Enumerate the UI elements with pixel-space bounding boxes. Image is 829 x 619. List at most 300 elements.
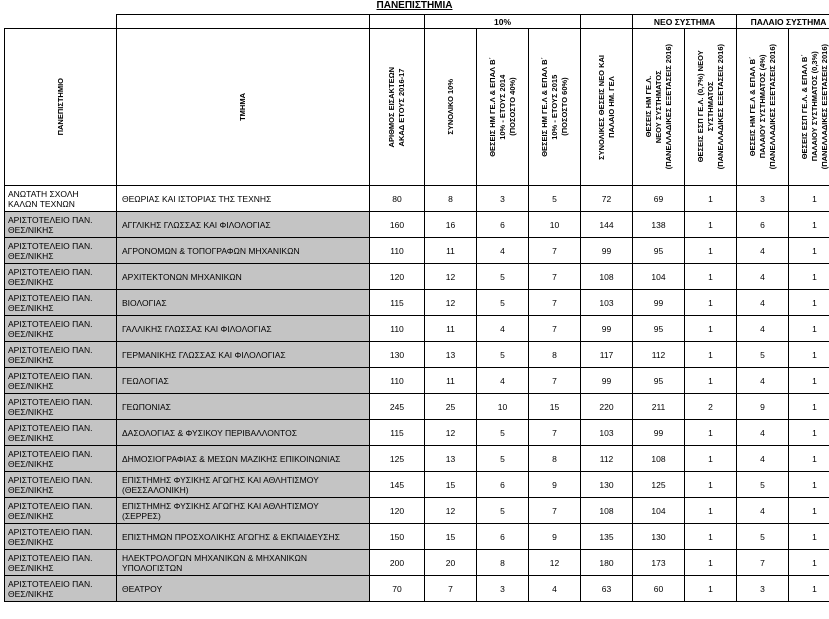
university-line: ΚΑΛΩΝ ΤΕΧΝΩΝ — [8, 198, 75, 209]
column-header — [685, 29, 737, 186]
value-cell: 220 — [581, 394, 633, 420]
column-header-line: ΘΕΣΕΙΣ ΕΣΠ ΓΕ.Λ. (0,7%) ΝΕΟΥ — [695, 51, 705, 163]
value-cell: 4 — [737, 498, 789, 524]
department-line: ΥΠΟΛΟΓΙΣΤΩΝ — [122, 562, 183, 573]
university-cell — [5, 446, 117, 472]
university-cell — [5, 550, 117, 576]
department-line: ΑΓΡΟΝΟΜΩΝ & ΤΟΠΟΓΡΑΦΩΝ ΜΗΧΑΝΙΚΩΝ — [122, 245, 300, 256]
column-header-wrap — [425, 29, 476, 185]
value-cell: 1 — [685, 524, 737, 550]
value-cell: 1 — [685, 316, 737, 342]
group-header-old-system: ΠΑΛΑΙΟ ΣΥΣΤΗΜΑ — [737, 15, 829, 29]
value-cell: 4 — [477, 368, 529, 394]
value-cell: 9 — [737, 394, 789, 420]
department-line: ΑΓΓΛΙΚΗΣ ΓΛΩΣΣΑΣ ΚΑΙ ΦΙΛΟΛΟΓΙΑΣ — [122, 219, 271, 230]
value-cell: 6 — [477, 212, 529, 238]
value-cell: 1 — [685, 342, 737, 368]
university-cell — [5, 524, 117, 550]
column-header-wrap — [529, 29, 580, 185]
department-cell — [117, 238, 370, 264]
column-header — [425, 29, 477, 186]
column-header-line: ΣΥΝΟΛΙΚΟ 10% — [445, 79, 455, 135]
column-header — [633, 29, 685, 186]
value-cell: 1 — [685, 212, 737, 238]
column-header-line: ΑΡΙΘΜΟΣ ΕΙΣΑΚΤΕΩΝ — [387, 66, 396, 148]
value-cell: 130 — [581, 472, 633, 498]
column-header-wrap — [737, 29, 788, 185]
column-header — [477, 29, 529, 186]
university-line: ΘΕΣ/ΝΙΚΗΣ — [8, 328, 54, 339]
university-line: ΘΕΣ/ΝΙΚΗΣ — [8, 510, 54, 521]
group-header-10pct: 10% — [425, 15, 581, 29]
value-cell: 5 — [737, 342, 789, 368]
column-header-line: ΘΕΣΕΙΣ ΗΜ ΓΕ.Λ & ΕΠΑΛ Β΄ — [487, 57, 497, 157]
value-cell: 70 — [370, 576, 425, 602]
value-cell: 5 — [477, 420, 529, 446]
blank-cell — [581, 15, 633, 29]
value-cell: 99 — [581, 368, 633, 394]
department-cell — [117, 290, 370, 316]
column-header-wrap — [370, 29, 424, 185]
value-cell: 1 — [685, 420, 737, 446]
value-cell: 5 — [529, 186, 581, 212]
value-cell: 117 — [581, 342, 633, 368]
table-row — [5, 394, 829, 420]
column-header-line: ΣΥΣΤΗΜΑΤΟΣ — [705, 82, 715, 132]
value-cell: 145 — [370, 472, 425, 498]
value-cell: 3 — [737, 186, 789, 212]
university-line: ΑΡΙΣΤΟΤΕΛΕΙΟ ΠΑΝ. — [8, 292, 93, 303]
department-cell — [117, 576, 370, 602]
university-line: ΑΡΙΣΤΟΤΕΛΕΙΟ ΠΑΝ. — [8, 422, 93, 433]
column-header-line: ΠΑΛΑΙΟ ΗΜ. ΓΕΛ — [606, 76, 616, 138]
value-cell: 110 — [370, 368, 425, 394]
value-cell: 15 — [425, 472, 477, 498]
value-cell: 4 — [737, 420, 789, 446]
column-header-line: ΠΑΛΑΙΟΥ ΣΥΣΤΗΜΑΤΟΣ (0,3%) — [809, 51, 819, 163]
department-cell — [117, 368, 370, 394]
value-cell: 7 — [737, 550, 789, 576]
university-cell — [5, 238, 117, 264]
value-cell: 103 — [581, 290, 633, 316]
column-header-wrap — [117, 29, 369, 185]
value-cell: 7 — [529, 290, 581, 316]
value-cell: 12 — [425, 498, 477, 524]
value-cell: 1 — [789, 290, 829, 316]
table-row — [5, 576, 829, 602]
table-row — [5, 290, 829, 316]
value-cell: 1 — [789, 342, 829, 368]
value-cell: 150 — [370, 524, 425, 550]
value-cell: 3 — [737, 576, 789, 602]
university-line: ΘΕΣ/ΝΙΚΗΣ — [8, 250, 54, 261]
table-row — [5, 524, 829, 550]
column-header-line: ΘΕΣΕΙΣ ΗΜ ΓΕ.Λ & ΕΠΑΛ Β΄ — [747, 57, 757, 157]
value-cell: 12 — [425, 420, 477, 446]
column-header-line: ΘΕΣΕΙΣ ΗΜ ΓΕ.Λ & ΕΠΑΛ Β΄ — [539, 57, 549, 157]
value-cell: 1 — [685, 368, 737, 394]
value-cell: 4 — [529, 576, 581, 602]
column-header-text — [597, 55, 617, 160]
value-cell: 1 — [685, 550, 737, 576]
department-line: (ΣΕΡΡΕΣ) — [122, 510, 161, 521]
university-cell — [5, 316, 117, 342]
value-cell: 15 — [425, 524, 477, 550]
column-header-line: (ΠΟΣΟΣΤΟ 40%) — [507, 77, 517, 137]
column-header-text — [644, 44, 674, 169]
university-line: ΘΕΣ/ΝΙΚΗΣ — [8, 354, 54, 365]
value-cell: 7 — [529, 238, 581, 264]
value-cell: 104 — [633, 498, 685, 524]
university-line: ΑΡΙΣΤΟΤΕΛΕΙΟ ΠΑΝ. — [8, 500, 93, 511]
university-line: ΘΕΣ/ΝΙΚΗΣ — [8, 380, 54, 391]
value-cell: 120 — [370, 498, 425, 524]
value-cell: 245 — [370, 394, 425, 420]
value-cell: 7 — [529, 498, 581, 524]
university-line: ΑΡΙΣΤΟΤΕΛΕΙΟ ΠΑΝ. — [8, 396, 93, 407]
value-cell: 1 — [685, 498, 737, 524]
department-cell — [117, 186, 370, 212]
value-cell: 200 — [370, 550, 425, 576]
university-line: ΑΡΙΣΤΟΤΕΛΕΙΟ ΠΑΝ. — [8, 578, 93, 589]
blank-cell — [117, 15, 370, 29]
department-line: ΗΛΕΚΤΡΟΛΟΓΩΝ ΜΗΧΑΝΙΚΩΝ & ΜΗΧΑΝΙΚΩΝ — [122, 552, 307, 563]
value-cell: 5 — [737, 524, 789, 550]
column-header — [529, 29, 581, 186]
university-cell — [5, 472, 117, 498]
value-cell: 15 — [529, 394, 581, 420]
value-cell: 1 — [789, 238, 829, 264]
university-cell — [5, 498, 117, 524]
value-cell: 3 — [477, 186, 529, 212]
value-cell: 115 — [370, 290, 425, 316]
department-cell — [117, 550, 370, 576]
university-line: ΑΡΙΣΤΟΤΕΛΕΙΟ ΠΑΝ. — [8, 448, 93, 459]
value-cell: 12 — [425, 264, 477, 290]
value-cell: 80 — [370, 186, 425, 212]
department-cell — [117, 472, 370, 498]
university-line: ΘΕΣ/ΝΙΚΗΣ — [8, 562, 54, 573]
value-cell: 7 — [529, 264, 581, 290]
value-cell: 11 — [425, 238, 477, 264]
column-header-text — [800, 44, 829, 169]
value-cell: 8 — [477, 550, 529, 576]
column-header-line: 10% - ΕΤΟΥΣ 2014 — [497, 74, 507, 140]
column-header — [117, 29, 370, 186]
value-cell: 112 — [581, 446, 633, 472]
value-cell: 125 — [633, 472, 685, 498]
department-line: ΓΕΩΛΟΓΙΑΣ — [122, 375, 169, 386]
value-cell: 9 — [529, 472, 581, 498]
value-cell: 1 — [789, 550, 829, 576]
value-cell: 12 — [425, 290, 477, 316]
value-cell: 125 — [370, 446, 425, 472]
value-cell: 1 — [685, 290, 737, 316]
value-cell: 1 — [789, 576, 829, 602]
value-cell: 5 — [737, 472, 789, 498]
university-line: ΘΕΣ/ΝΙΚΗΣ — [8, 458, 54, 469]
department-line: ΕΠΙΣΤΗΜΗΣ ΦΥΣΙΚΗΣ ΑΓΩΓΗΣ ΚΑΙ ΑΘΛΗΤΙΣΜΟΥ — [122, 500, 319, 511]
value-cell: 120 — [370, 264, 425, 290]
university-cell — [5, 420, 117, 446]
university-cell — [5, 394, 117, 420]
department-cell — [117, 446, 370, 472]
value-cell: 20 — [425, 550, 477, 576]
table-row — [5, 472, 829, 498]
department-line: ΓΕΩΠΟΝΙΑΣ — [122, 401, 171, 412]
value-cell: 144 — [581, 212, 633, 238]
value-cell: 63 — [581, 576, 633, 602]
value-cell: 7 — [425, 576, 477, 602]
blank-cell — [5, 15, 117, 29]
value-cell: 103 — [581, 420, 633, 446]
department-line: ΓΕΡΜΑΝΙΚΗΣ ΓΛΩΣΣΑΣ ΚΑΙ ΦΙΛΟΛΟΓΙΑΣ — [122, 349, 286, 360]
value-cell: 6 — [477, 524, 529, 550]
value-cell: 1 — [685, 264, 737, 290]
department-line: ΑΡΧΙΤΕΚΤΟΝΩΝ ΜΗΧΑΝΙΚΩΝ — [122, 271, 242, 282]
column-header-wrap — [633, 29, 684, 185]
university-cell — [5, 186, 117, 212]
department-cell — [117, 264, 370, 290]
column-header-text — [540, 57, 570, 157]
column-header — [789, 29, 829, 186]
university-cell — [5, 290, 117, 316]
value-cell: 4 — [737, 264, 789, 290]
value-cell: 95 — [633, 316, 685, 342]
value-cell: 60 — [633, 576, 685, 602]
value-cell: 95 — [633, 238, 685, 264]
department-line: ΔΑΣΟΛΟΓΙΑΣ & ΦΥΣΙΚΟΥ ΠΕΡΙΒΑΛΛΟΝΤΟΣ — [122, 427, 297, 438]
table-row — [5, 550, 829, 576]
value-cell: 1 — [789, 394, 829, 420]
value-cell: 211 — [633, 394, 685, 420]
value-cell: 7 — [529, 316, 581, 342]
value-cell: 1 — [685, 238, 737, 264]
value-cell: 1 — [789, 472, 829, 498]
column-header-text — [387, 67, 407, 147]
university-cell — [5, 342, 117, 368]
value-cell: 1 — [685, 472, 737, 498]
column-header — [370, 29, 425, 186]
column-header-wrap — [789, 29, 829, 185]
column-header — [581, 29, 633, 186]
value-cell: 72 — [581, 186, 633, 212]
university-line: ΑΝΩΤΑΤΗ ΣΧΟΛΗ — [8, 188, 79, 199]
column-header-line: ΣΥΝΟΛΙΚΕΣ ΘΕΣΕΙΣ ΝΕΟ ΚΑΙ — [596, 54, 606, 160]
value-cell: 110 — [370, 316, 425, 342]
value-cell: 7 — [529, 368, 581, 394]
department-cell — [117, 524, 370, 550]
value-cell: 108 — [581, 264, 633, 290]
value-cell: 95 — [633, 368, 685, 394]
table-row — [5, 316, 829, 342]
value-cell: 99 — [633, 290, 685, 316]
column-header-wrap — [477, 29, 528, 185]
university-line: ΑΡΙΣΤΟΤΕΛΕΙΟ ΠΑΝ. — [8, 266, 93, 277]
department-line: ΓΑΛΛΙΚΗΣ ΓΛΩΣΣΑΣ ΚΑΙ ΦΙΛΟΛΟΓΙΑΣ — [122, 323, 272, 334]
value-cell: 5 — [477, 342, 529, 368]
value-cell: 5 — [477, 290, 529, 316]
column-header-text — [238, 93, 248, 121]
university-line: ΑΡΙΣΤΟΤΕΛΕΙΟ ΠΑΝ. — [8, 552, 93, 563]
university-line: ΑΡΙΣΤΟΤΕΛΕΙΟ ΠΑΝ. — [8, 214, 93, 225]
value-cell: 7 — [529, 420, 581, 446]
value-cell: 1 — [789, 420, 829, 446]
value-cell: 69 — [633, 186, 685, 212]
university-line: ΑΡΙΣΤΟΤΕΛΕΙΟ ΠΑΝ. — [8, 526, 93, 537]
column-header-line: (ΠΑΝΕΛΛΑΔΙΚΕΣ ΕΞΕΤΑΣΕΙΣ 2016) — [715, 44, 725, 170]
university-line: ΑΡΙΣΤΟΤΕΛΕΙΟ ΠΑΝ. — [8, 370, 93, 381]
value-cell: 110 — [370, 238, 425, 264]
value-cell: 12 — [529, 550, 581, 576]
table-row — [5, 264, 829, 290]
value-cell: 2 — [685, 394, 737, 420]
department-line: ΔΗΜΟΣΙΟΓΡΑΦΙΑΣ & ΜΕΣΩΝ ΜΑΖΙΚΗΣ ΕΠΙΚΟΙΝΩΝΙΑΣ — [122, 453, 341, 464]
value-cell: 5 — [477, 264, 529, 290]
group-header-row — [5, 15, 829, 29]
column-header-text — [488, 57, 518, 157]
department-cell — [117, 316, 370, 342]
value-cell: 108 — [633, 446, 685, 472]
column-header-line: ΤΜΗΜΑ — [238, 93, 247, 121]
university-line: ΑΡΙΣΤΟΤΕΛΕΙΟ ΠΑΝ. — [8, 240, 93, 251]
column-header-wrap — [581, 29, 632, 185]
page-title: ΠΑΝΕΠΙΣΤΗΜΙΑ — [376, 0, 453, 11]
blank-cell — [370, 15, 425, 29]
column-header-text — [696, 44, 726, 169]
university-cell — [5, 368, 117, 394]
value-cell: 1 — [685, 186, 737, 212]
value-cell: 4 — [477, 238, 529, 264]
value-cell: 138 — [633, 212, 685, 238]
value-cell: 4 — [477, 316, 529, 342]
column-header — [737, 29, 789, 186]
value-cell: 8 — [425, 186, 477, 212]
column-header-line: ΘΕΣΕΙΣ ΕΣΠ ΓΕ.Λ. & ΕΠΑΛ Β΄ — [799, 54, 809, 160]
value-cell: 130 — [633, 524, 685, 550]
column-header-line: ΠΑΝΕΠΙΣΤΗΜΙΟ — [55, 78, 65, 136]
group-header-new-system: ΝΕΟ ΣΥΣΤΗΜΑ — [633, 15, 737, 29]
value-cell: 1 — [789, 446, 829, 472]
value-cell: 4 — [737, 446, 789, 472]
column-header-line: (ΠΟΣΟΣΤΟ 60%) — [559, 77, 569, 137]
value-cell: 1 — [685, 446, 737, 472]
value-cell: 25 — [425, 394, 477, 420]
university-line: ΘΕΣ/ΝΙΚΗΣ — [8, 484, 54, 495]
column-header-text — [56, 78, 66, 135]
value-cell: 1 — [789, 498, 829, 524]
value-cell: 4 — [737, 368, 789, 394]
value-cell: 173 — [633, 550, 685, 576]
department-line: ΒΙΟΛΟΓΙΑΣ — [122, 297, 167, 308]
university-cell — [5, 212, 117, 238]
university-line: ΑΡΙΣΤΟΤΕΛΕΙΟ ΠΑΝ. — [8, 344, 93, 355]
column-header-text — [446, 79, 456, 135]
column-header-wrap — [5, 29, 116, 185]
university-line: ΘΕΣ/ΝΙΚΗΣ — [8, 276, 54, 287]
column-header-line: ΠΑΛΑΙΟΥ ΣΥΣΤΗΜΑΤΟΣ (4%) — [757, 55, 767, 159]
column-header — [5, 29, 117, 186]
value-cell: 4 — [737, 238, 789, 264]
column-header-text — [748, 44, 778, 169]
value-cell: 13 — [425, 446, 477, 472]
value-cell: 4 — [737, 290, 789, 316]
value-cell: 180 — [581, 550, 633, 576]
value-cell: 8 — [529, 446, 581, 472]
value-cell: 1 — [789, 264, 829, 290]
table-row — [5, 498, 829, 524]
column-header-wrap — [685, 29, 736, 185]
value-cell: 1 — [789, 186, 829, 212]
column-header-row — [5, 29, 829, 186]
value-cell: 1 — [685, 576, 737, 602]
university-line: ΘΕΣ/ΝΙΚΗΣ — [8, 588, 54, 599]
value-cell: 6 — [477, 472, 529, 498]
value-cell: 135 — [581, 524, 633, 550]
value-cell: 10 — [529, 212, 581, 238]
value-cell: 6 — [737, 212, 789, 238]
university-line: ΘΕΣ/ΝΙΚΗΣ — [8, 536, 54, 547]
column-header-line: (ΠΑΝΕΛΛΑΔΙΚΕΣ ΕΞΕΤΑΣΕΙΣ 2016) — [767, 44, 777, 170]
value-cell: 99 — [581, 316, 633, 342]
value-cell: 16 — [425, 212, 477, 238]
value-cell: 10 — [477, 394, 529, 420]
department-line: ΕΠΙΣΤΗΜΩΝ ΠΡΟΣΧΟΛΙΚΗΣ ΑΓΩΓΗΣ & ΕΚΠΑΙΔΕΥΣΗΣ — [122, 531, 340, 542]
value-cell: 4 — [737, 316, 789, 342]
value-cell: 99 — [581, 238, 633, 264]
value-cell: 3 — [477, 576, 529, 602]
university-line: ΘΕΣ/ΝΙΚΗΣ — [8, 406, 54, 417]
value-cell: 5 — [477, 498, 529, 524]
value-cell: 1 — [789, 368, 829, 394]
table-row — [5, 186, 829, 212]
value-cell: 5 — [477, 446, 529, 472]
column-header-line: ΝΕΟΥ ΣΥΣΤΗΜΑΤΟΣ — [653, 70, 663, 144]
table-row — [5, 238, 829, 264]
value-cell: 11 — [425, 368, 477, 394]
value-cell: 1 — [789, 316, 829, 342]
value-cell: 130 — [370, 342, 425, 368]
column-header-line: (ΠΑΝΕΛΛΑΔΙΚΕΣ ΕΞΕΤΑΣΕΙΣ 2016) — [819, 44, 829, 170]
admissions-table — [4, 14, 829, 602]
value-cell: 112 — [633, 342, 685, 368]
column-header-line: (ΠΑΝΕΛΛΑΔΙΚΕΣ ΕΞΕΤΑΣΕΙΣ 2016) — [663, 44, 673, 170]
value-cell: 115 — [370, 420, 425, 446]
department-line: (ΘΕΣΣΑΛΟΝΙΚΗ) — [122, 484, 189, 495]
value-cell: 104 — [633, 264, 685, 290]
value-cell: 108 — [581, 498, 633, 524]
department-line: ΕΠΙΣΤΗΜΗΣ ΦΥΣΙΚΗΣ ΑΓΩΓΗΣ ΚΑΙ ΑΘΛΗΤΙΣΜΟΥ — [122, 474, 319, 485]
value-cell: 160 — [370, 212, 425, 238]
value-cell: 11 — [425, 316, 477, 342]
value-cell: 99 — [633, 420, 685, 446]
value-cell: 1 — [789, 524, 829, 550]
university-cell — [5, 576, 117, 602]
column-header-line: 10% - ΕΤΟΥΣ 2015 — [549, 74, 559, 140]
value-cell: 13 — [425, 342, 477, 368]
column-header-line: ΑΚΑΔ ΕΤΟΥΣ 2016-17 — [397, 68, 406, 146]
table-row — [5, 420, 829, 446]
value-cell: 9 — [529, 524, 581, 550]
table-row — [5, 446, 829, 472]
value-cell: 8 — [529, 342, 581, 368]
column-header-line: ΘΕΣΕΙΣ ΗΜ ΓΕ.Λ. — [643, 76, 653, 138]
department-cell — [117, 342, 370, 368]
university-line: ΘΕΣ/ΝΙΚΗΣ — [8, 432, 54, 443]
university-line: ΘΕΣ/ΝΙΚΗΣ — [8, 224, 54, 235]
value-cell: 1 — [789, 212, 829, 238]
table-row — [5, 212, 829, 238]
